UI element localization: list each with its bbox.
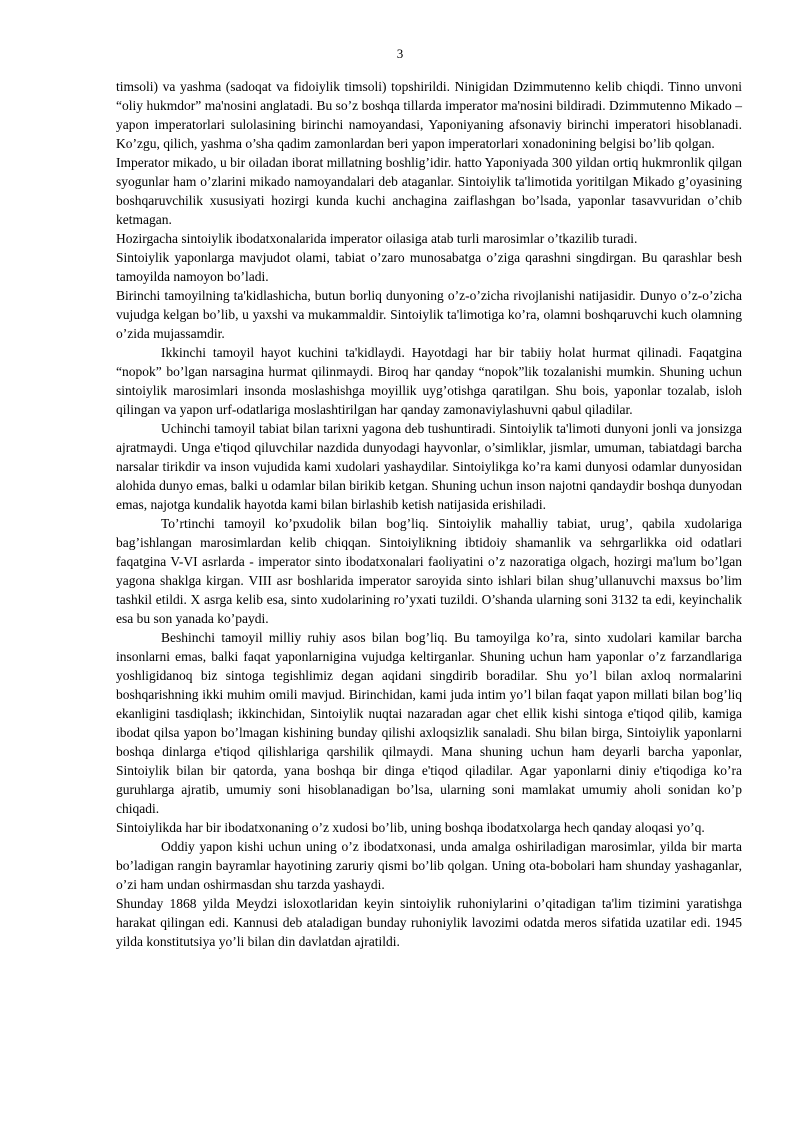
paragraph: Imperator mikado, u bir oiladan iborat millatning boshlig’idir. hatto Yaponiyada 300 yildan ortiq hukmronlik qilgan syogunlar ham o’zlarini mikado namoyandalari deb ataganlar. Sintoiylik ta'limotida yoritilgan Mikado g’oyasining boshqaruvchilik xususiyati hozirgi kunda kuchi anchagina zaiflashgan bo’lsada, yaponlar tasavvuridan o’chib ketmagan. (116, 155, 742, 227)
paragraph: Sintoiylikda har bir ibodatxonaning o’z xudosi bo’lib, uning boshqa ibodatxolarga hech qanday aloqasi yo’q. (116, 820, 705, 835)
body-text (116, 77, 742, 951)
paragraph: Hozirgacha sintoiylik ibodatxonalarida imperator oilasiga atab turli marosimlar o’tkazilib turadi. (116, 231, 638, 246)
paragraph: Oddiy yapon kishi uchun uning o’z ibodatxonasi, unda amalga oshiriladigan marosimlar, yilda bir marta bo’ladigan rangin bayramlar hayotining zaruriy qismi bo’lib qolgan. Uning ota-bobolari ham shunday yashaganlar, o’zi ham undan oshirmasdan shu tarzda yashaydi. (116, 839, 742, 892)
paragraph: To’rtinchi tamoyil ko’pxudolik bilan bog’liq. Sintoiylik mahalliy tabiat, urug’, qabila xudolariga bag’ishlangan marosimlardan kelib chiqqan. Sintoiylikning ibtidoiy shamanlik va sehrgarlikka oid odatlari faqatgina V-VI asrlarda - imperator sinto ibodatxonalari faoliyatini o’z nazoratiga olgach, hozirgi ma'lum bo’lgan yagona shaklga kirgan. VIII asr boshlarida imperator saroyida sinto ishlari bilan shug’ullanuvchi maxsus bo’lim tashkil etildi. X asrga kelib esa, sinto xudolarining ro’yxati tuzildi. O’shanda ularning soni 3132 ta edi, keyinchalik esa bu son yanada ko’paydi. (116, 516, 742, 626)
paragraph: Uchinchi tamoyil tabiat bilan tarixni yagona deb tushuntiradi. Sintoiylik ta'limoti dunyoni jonli va jonsizga ajratmaydi. Unga e'tiqod qiluvchilar nazdida dunyodagi hayvonlar, o’simliklar, jismlar, umuman, tabiatdagi barcha narsalar tirikdir va inson vujudida kami xudolari yashaydilar. Sintoiylikga ko’ra kami dunyosi odamlar dunyosidan alohida dunyo emas, balki u odamlar bilan birikib ketgan. Shuning uchun inson najotni qandaydir boshqa dunyodan emas, najotga kundalik hayotda kami bilan birlashib ketish natijasida erishiladi. (116, 421, 742, 512)
paragraph: Shunday 1868 yilda Meydzi isloxotlaridan keyin sintoiylik ruhoniylarini o’qitadigan ta'lim tizimini yaratishga harakat qilingan edi. Kannusi deb ataladigan bunday ruhoniylik lavozimi odatda meros sifatida uzatilar edi. 1945 yilda konstitutsiya yo’li bilan din davlatdan ajratildi. (116, 896, 742, 949)
paragraph: Birinchi tamoyilning ta'kidlashicha, butun borliq dunyoning o’z-o’zicha rivojlanishi natijasidir. Dunyo o’z-o’zicha vujudga kelgan bo’lib, u yaxshi va mukammaldir. Sintoiylik ta'limotiga ko’ra, olamni boshqaruvchi kuch olamning o’zida mujassamdir. (116, 288, 742, 341)
paragraph: timsoli) va yashma (sadoqat va fidoiylik timsoli) topshirildi. Ninigidan Dzimmutenno kelib chiqdi. Tinno unvoni “oliy hukmdor” ma'nosini anglatadi. Bu so’z boshqa tillarda imperator ma'nosini bildiradi. Dzimmutenno Mikado – yapon imperatorlari sulolasining birinchi namoyandasi, Yaponiyaning afsonaviy birinchi imperatori hisoblanadi. Ko’zgu, qilich, yashma o’sha qadim zamonlardan beri yapon imperatorlari xonadonining belgisi bo’lib qolgan. (116, 79, 742, 151)
paragraph: Beshinchi tamoyil milliy ruhiy asos bilan bog’liq. Bu tamoyilga ko’ra, sinto xudolari kamilar barcha insonlarni emas, balki faqat yaponlarnigina vujudga keltirganlar. Shuning uchun ham yaponlar o’z farzandlariga yoshligidanoq biz sintoga tegishlimiz degan aqidani singdirib boradilar. Shu yo’l bilan axloq normalarini boshqarishning ikki muhim omili mavjud. Birinchidan, kami juda intim yo’l bilan faqat yapon millati bilan bog’liq ekanligini tasdiqlash; ikkinchidan, Sintoiylik nuqtai nazaradan agar chet ellik kishi sintoga e'tiqod qilib, kamiga ibodat qilsa yapon bo’lmagan kishining bunday qilishi axloqsizlik sanaladi. Shu bilan birga, Sintoiylik yaponlarni boshqa dinlarga e'tiqod qilishlariga qarshilik qilmaydi. Mana shuning uchun ham deyarli barcha yaponlar, Sintoiylik bilan bir qatorda, yana boshqa bir dinga e'tiqod qiladilar. Agar yaponlarni diniy e'tiqodiga ko’ra guruhlarga ajratib, umumiy soni hisoblanadigan bo’lsa, ularning soni mamlakat umumiy aholi sonidan ko’p chiqadi. (116, 630, 742, 816)
page-number: 3 (396, 46, 404, 61)
paragraph: Sintoiylik yaponlarga mavjudot olami, tabiat o’zaro munosabatga o’ziga qarashni singdirgan. Bu qarashlar besh tamoyilda namoyon bo’ladi. (116, 250, 742, 284)
paragraph: Ikkinchi tamoyil hayot kuchini ta'kidlaydi. Hayotdagi har bir tabiiy holat hurmat qilinadi. Faqatgina “nopok” bo’lgan narsagina hurmat qilinmaydi. Biroq har qanday “nopok”lik tozalanishi mumkin. Shuning uchun sintoiylik marosimlari insonda moslashishga moyillik uyg’otishga qaratilgan. Shu bois, yaponlar tozalab, isloh qilingan va yapon urf-odatlariga moslashtirilgan har qanday zamonaviylashuvni qabul qiladilar. (116, 345, 742, 417)
